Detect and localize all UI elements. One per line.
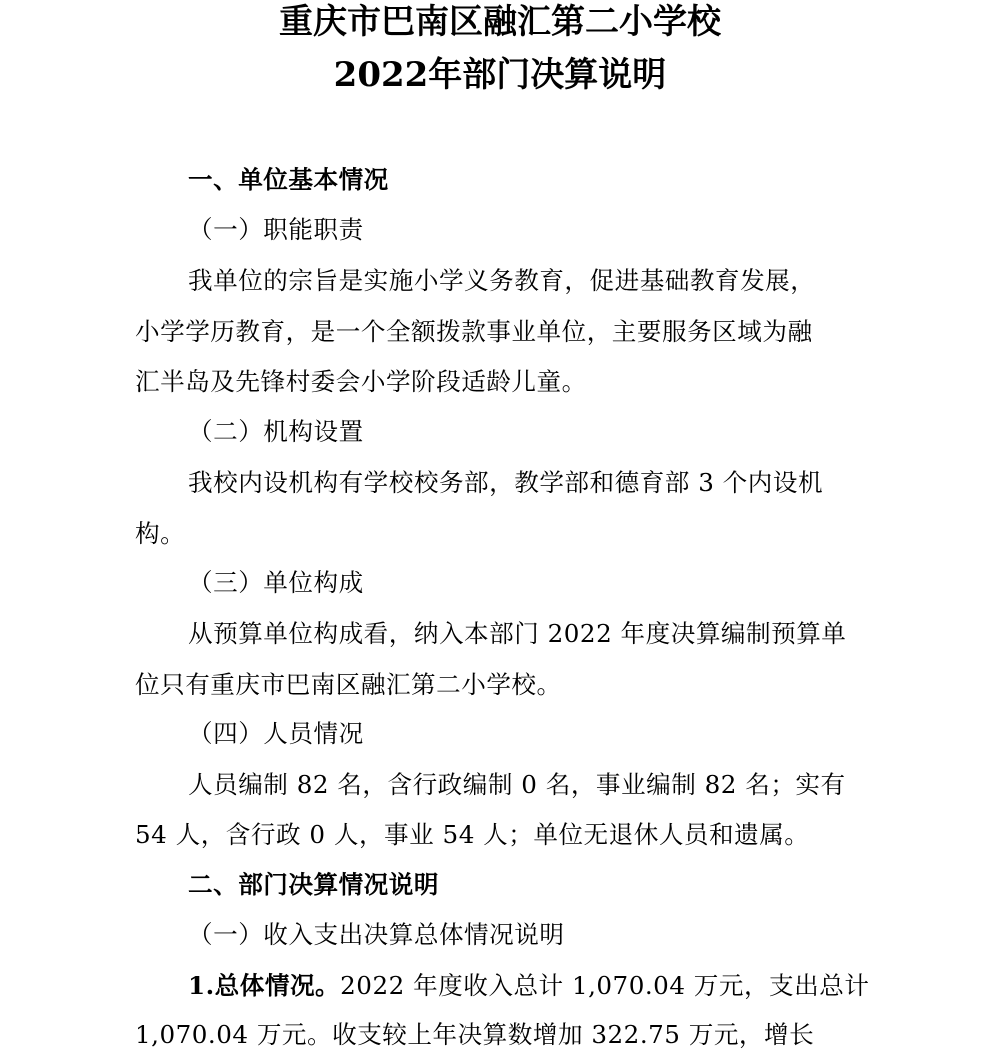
subsection-heading-functions: （一）职能职责 bbox=[188, 215, 364, 244]
subsection-heading-personnel: （四）人员情况 bbox=[188, 719, 364, 748]
section-heading-basic-info: 一、单位基本情况 bbox=[188, 165, 389, 194]
overall-label: 1.总体情况。 bbox=[188, 971, 341, 1000]
subsection-heading-composition: （三）单位构成 bbox=[188, 568, 364, 597]
section-heading-final-accounts: 二、部门决算情况说明 bbox=[188, 870, 439, 899]
paragraph-line: 人员编制 82 名，含行政编制 0 名，事业编制 82 名；实有 bbox=[188, 770, 846, 799]
paragraph-line: 汇半岛及先锋村委会小学阶段适龄儿童。 bbox=[135, 367, 587, 396]
subsection-heading-organization: （二）机构设置 bbox=[188, 417, 364, 446]
overall-text: 2022 年度收入总计 1,070.04 万元，支出总计 bbox=[340, 971, 870, 1000]
paragraph-line: 构。 bbox=[135, 519, 186, 548]
paragraph-line: 从预算单位构成看，纳入本部门 2022 年度决算编制预算单 bbox=[188, 619, 847, 648]
paragraph-line: 1,070.04 万元。收支较上年决算数增加 322.75 万元，增长 bbox=[135, 1020, 815, 1049]
paragraph-line-overall bbox=[188, 961, 928, 1011]
paragraph-line: 位只有重庆市巴南区融汇第二小学校。 bbox=[135, 670, 562, 699]
paragraph-line: 54 人，含行政 0 人，事业 54 人；单位无退休人员和遗属。 bbox=[135, 820, 810, 849]
paragraph-line: 我单位的宗旨是实施小学义务教育，促进基础教育发展， bbox=[188, 266, 816, 295]
document-title-line2: 2022年部门决算说明 bbox=[333, 55, 667, 95]
paragraph-line: 我校内设机构有学校校务部，教学部和德育部 3 个内设机 bbox=[188, 468, 824, 497]
subsection-heading-income-expenditure: （一）收入支出决算总体情况说明 bbox=[188, 920, 565, 949]
document-title-line1: 重庆市巴南区融汇第二小学校 bbox=[279, 2, 721, 42]
paragraph-line: 小学学历教育，是一个全额拨款事业单位，主要服务区域为融 bbox=[135, 317, 813, 346]
